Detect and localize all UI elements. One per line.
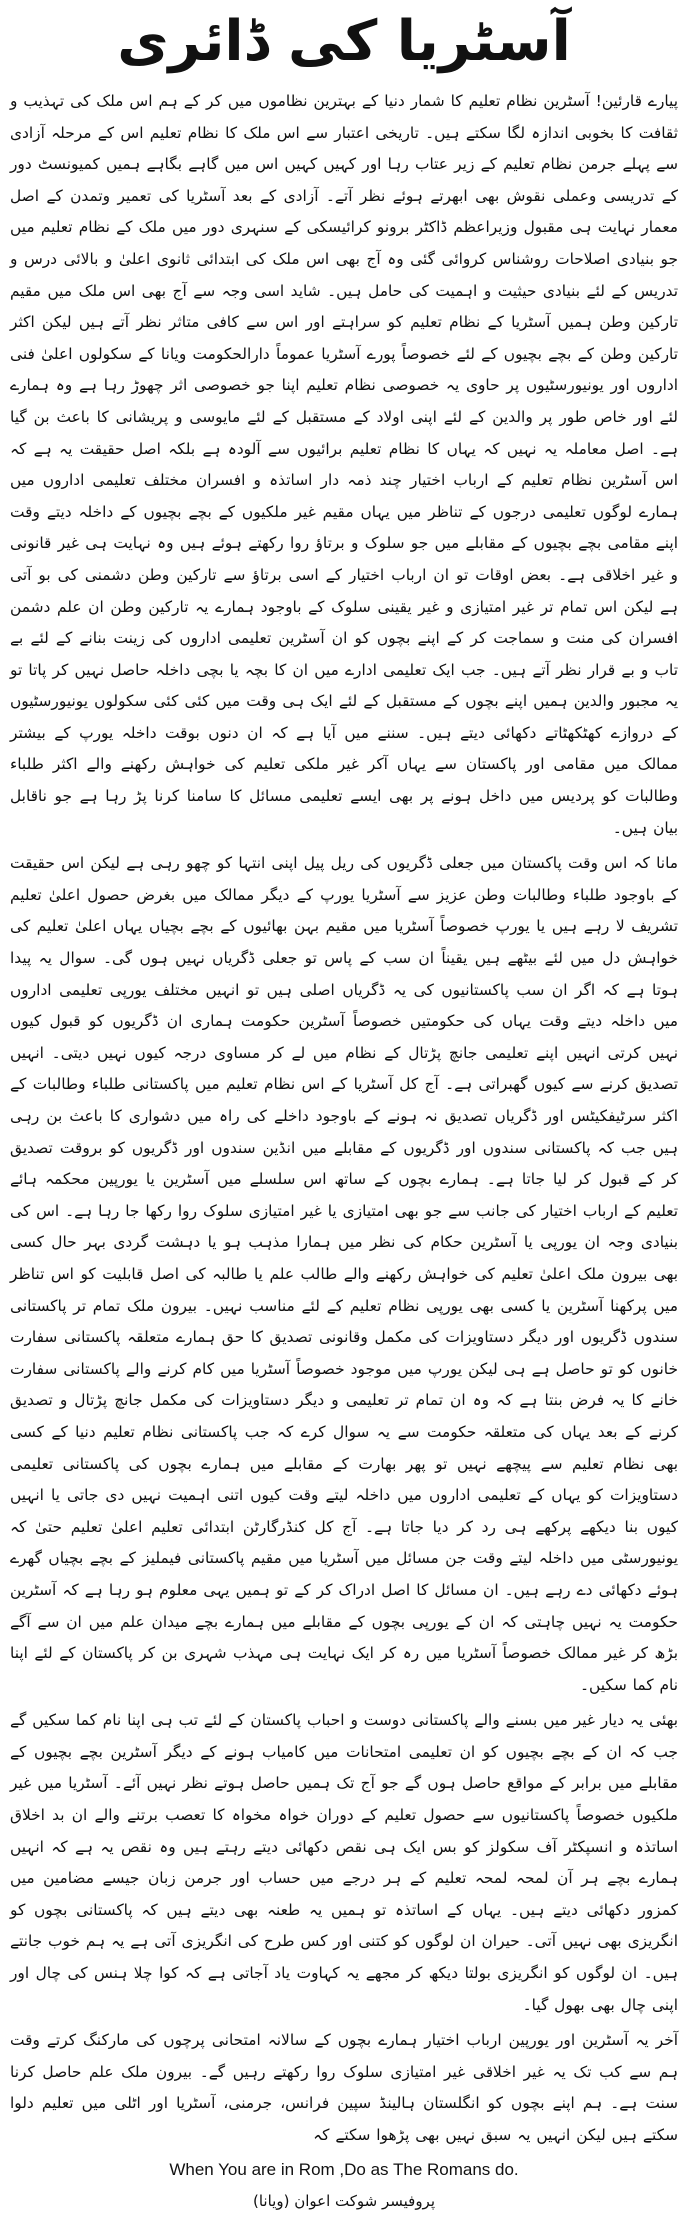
article-paragraph-2: مانا کہ اس وقت پاکستان میں جعلی ڈگریوں کی ریل پیل اپنی انتہا کو چھو رہی ہے لیکن اس حقیقت کے باوجود طلباء وطالبات وطن عزیز سے آسٹریا یورپ کے دیگر ممالک میں بغرض حصول اعلیٰ تعلیم تشریف لا رہے ہیں یا یورپ خصوصاً آسٹریا میں مقیم بہن بھائیوں کے بچے بچیاں یہاں اعلیٰ تعلیم کی خواہش دل میں لئے بیٹھے ہیں یقیناً ان سب کے پاس تو جعلی ڈگریاں نہیں ہوں گی۔ سوال یہ پیدا ہوتا ہے کہ اگر ان سب پاکستانیوں کی یہ ڈگریاں اصلی ہیں تو انہیں مختلف یورپی تعلیمی اداروں میں داخلہ دیتے وقت یہاں کی حکومتیں خصوصاً آسٹرین حکومت ہماری ان ڈگریوں کو قبول کیوں نہیں کرتی انہیں اپنے تعلیمی جانچ پڑتال کے نظام میں لے کر مساوی درجہ کیوں نہیں دیتی۔ انہیں تصدیق کرنے سے کیوں گھبراتی ہے۔ آج کل آسٹریا کے اس نظام تعلیم میں پاکستانی طلباء وطالبات کے اکثر سرٹیفکیٹس اور ڈگریاں تصدیق نہ ہونے کے باوجود داخلے کی راہ میں دشواری کا باعث بن رہی ہیں جب کہ پاکستانی سندوں اور ڈگریوں کے مقابلے میں انڈین سندوں اور ڈگریوں کو بروقت تصدیق کر کے قبول کر لیا جاتا ہے۔ ہمارے بچوں کے ساتھ اس سلسلے میں آسٹرین یا یورپین محکمہ ہائے تعلیم کے ارباب اختیار کی جانب سے جو بھی امتیازی یا غیر امتیازی سلوک روا رکھا جا رہا ہے۔ اس کی بنیادی وجہ ان یورپی یا آسٹرین حکام کی نظر میں ہمارا مذہب ہو یا دہشت گردی بہر حال کسی بھی بیرون ملک اعلیٰ تعلیم کی خواہش رکھنے والے طالب علم یا طالبہ کی اصل قابلیت کو اس تناظر میں پرکھنا آسٹرین یا کسی بھی یورپی نظام تعلیم کے لئے مناسب نہیں۔ بیرون ملک تمام تر پاکستانی سندوں ڈگریوں اور دیگر دستاویزات کی مکمل وقانونی تصدیق کا حق ہمارے متعلقہ پاکستانی سفارت خانوں کو تو حاصل ہے ہی لیکن یورپ میں موجود خصوصاً آسٹریا میں کام کرنے والے پاکستانی سفارت خانے کا یہ فرض بنتا ہے کہ وہ ان تمام تر تعلیمی و دیگر دستاویزات کی مکمل جانچ پڑتال و تصدیق کرنے کے بعد یہاں کی متعلقہ حکومت سے یہ سوال کرے کہ جب پاکستانی نظام تعلیم دنیا کے کسی بھی نظام تعلیم سے پیچھے نہیں تو پھر بھارت کے مقابلے میں ہمارے بچوں کی پاکستانی تعلیمی دستاویزات کو یہاں کے تعلیمی اداروں میں داخلہ لیتے وقت کیوں اتنی اہمیت نہیں دی جاتی یا انہیں کیوں بنا دیکھے پرکھے ہی رد کر دیا جاتا ہے۔ آج کل کنڈرگارٹن ابتدائی تعلیم اعلیٰ تعلیم حتیٰ کہ یونیورسٹی میں داخلہ لیتے وقت جن مسائل میں آسٹریا میں مقیم پاکستانی فیملیز کے بچے بچیاں گھرے ہوئے دکھائی دے رہے ہیں۔ ان مسائل کا اصل ادراک کر کے تو ہمیں یہی معلوم ہو رہا ہے کہ آسٹرین حکومت یہ نہیں چاہتی کہ ان کے یورپی بچوں کے مقابلے میں ہمارے بچے میدان علم میں ان سے آگے بڑھ کر غیر ممالک خصوصاً آسٹریا میں رہ کر ایک نہایت ہی مہذب شہری بن کر پاکستان کے لئے اپنا نام کما سکیں۔ <box>10 854 678 1694</box>
article-paragraph-3: بھئی یہ دیار غیر میں بسنے والے پاکستانی دوست و احباب پاکستان کے لئے تب ہی اپنا نام کما سکیں گے جب کہ ان کے بچے بچیوں کو ان تعلیمی امتحانات میں کامیاب ہونے کے دیگر آسٹرین بچے بچیوں کے مقابلے میں برابر کے مواقع حاصل ہوں گے جو آج تک ہمیں حاصل ہوتے نظر نہیں آئے۔ آسٹریا میں غیر ملکیوں خصوصاً پاکستانیوں سے حصول تعلیم کے دوران خواہ مخواہ کا تعصب برتنے والے ان بد اخلاق اساتذہ و انسپکٹر آف سکولز کو بس ایک ہی نقص دکھائی دیتے رہتے ہیں وہ نقص یہ ہے کہ انہیں ہمارے بچے ہر آن لمحہ لمحہ تعلیم کے ہر درجے میں حساب اور جرمن زبان جیسے مضامین میں کمزور دکھائی دیتے ہیں۔ یہاں کے اساتذہ تو ہمیں یہ طعنہ بھی دیتے ہیں کہ پاکستانی بچوں کو انگریزی بھی نہیں آتی۔ حیران ان لوگوں کو کتنی اور کس طرح کی انگریزی آتی ہے یہ ہم خوب جانتے ہیں۔ ان لوگوں کو انگریزی بولتا دیکھ کر مجھے یہ کہاوت یاد آجاتی ہے کہ کوا چلا ہنس کی چال اور اپنی چال بھی بھول گیا۔ <box>10 1711 678 2014</box>
article-paragraph-1: پیارے قارئین! آسٹرین نظام تعلیم کا شمار دنیا کے بہترین نظاموں میں کر کے ہم اس ملک کی تہذیب و ثقافت کا بخوبی اندازہ لگا سکتے ہیں۔ تاریخی اعتبار سے اس ملک کا نظام تعلیم اس کے مرحلہ آزادی سے پہلے جرمن نظام تعلیم کے زیر عتاب رہا اور کہیں کہیں اس میں گاہے بگاہے ہمیں کمیونسٹ دور کے تدریسی وعملی نقوش بھی ابھرتے ہوئے نظر آتے۔ آزادی کے بعد آسٹریا کی تعمیر وتمدن کے اصل معمار نہایت ہی مقبول وزیراعظم ڈاکٹر برونو کرائیسکی کے سنہری دور میں ملک کے نظام تعلیم میں جو بنیادی اصلاحات روشناس کروائی گئی وہ آج بھی اس ملک کی ابتدائی ثانوی اعلیٰ و بالائی درس و تدریس کے لئے بنیادی حیثیت و اہمیت کی حامل ہیں۔ شاید اسی وجہ سے آج بھی اس ملک میں مقیم تارکین وطن ہمیں آسٹریا کے نظام تعلیم کو سراہتے اور اس سے کافی متاثر نظر آتے ہیں لیکن اکثر تارکین وطن کے بچے بچیوں کے لئے خصوصاً پورے آسٹریا عموماً دارالحکومت ویانا کے سکولوں اعلیٰ فنی اداروں اور یونیورسٹیوں پر حاوی یہ خصوصی نظام تعلیم اپنا جو خصوصی اثر چھوڑ رہا ہے وہ ہمارے لئے اور خاص طور پر والدین کے لئے اپنی اولاد کے مستقبل کے لئے مایوسی و پریشانی کا باعث بن گیا ہے۔ اصل معاملہ یہ نہیں کہ یہاں کا نظام تعلیم برائیوں سے آلودہ ہے بلکہ اصل حقیقت یہ ہے کہ اس آسٹرین نظام تعلیم کے ارباب اختیار چند ذمہ دار اساتذہ و افسران مختلف تعلیمی اداروں میں ہمارے لوگوں تعلیمی درجوں کے تناظر میں یہاں مقیم غیر ملکیوں کے بچے بچیوں کے داخلہ دیتے وقت اپنے مقامی بچے بچیوں کے مقابلے میں جو سلوک و برتاؤ روا رکھتے ہوئے ہیں وہ نہایت ہی غیر قانونی و غیر اخلاقی ہے۔ بعض اوقات تو ان ارباب اختیار کے اسی برتاؤ سے تارکین وطن دشمنی کی بو آتی ہے لیکن اس تمام تر غیر امتیازی و غیر یقینی سلوک کے باوجود ہمارے یہ تارکین وطن ان علم دشمن افسران کی منت و سماجت کر کے اپنے بچوں کو ان آسٹرین تعلیمی اداروں کی زینت بنانے کے لئے بے تاب و بے قرار نظر آتے ہیں۔ جب ایک تعلیمی ادارے میں ان کا بچہ یا بچی داخلہ حاصل نہیں کر پاتا تو یہ مجبور والدین ہمیں اپنے بچوں کے مستقبل کے لئے ایک ہی وقت میں کئی کئی سکولوں یونیورسٹیوں کے دروازے کھٹکھٹاتے دکھائی دیتے ہیں۔ سننے میں آیا ہے کہ ان دنوں بوقت داخلہ یورپ کے بیشتر ممالک میں مقامی اور پاکستان سے یہاں آکر غیر ملکی تعلیم کی خواہش رکھنے والے اکثر طلباء وطالبات کو پردیس میں داخل ہونے پر بھی ایسے تعلیمی مسائل کا سامنا کرنا پڑ رہا ہے جو ناقابل بیان ہیں۔ <box>10 92 678 837</box>
article-body <box>10 86 678 2152</box>
closing-proverb: When You are in Rom ,Do as The Romans do. <box>169 2159 519 2179</box>
article-paragraph-4: آخر یہ آسٹرین اور یورپین ارباب اختیار ہمارے بچوں کے سالانہ امتحانی پرچوں کی مارکنگ کرتے وقت ہم سے کب تک یہ غیر اخلاقی غیر امتیازی سلوک روا رکھتے رہیں گے۔ بیرون ملک علم حاصل کرنا سنت ہے۔ ہم اپنے بچوں کو انگلستان ہالینڈ سپین فرانس، جرمنی، آسٹریا اور اٹلی میں تعلیم دلوا سکتے ہیں لیکن انہیں یہ سبق نہیں بھی پڑھوا سکتے کہ <box>10 2031 678 2144</box>
article-title: آسٹریا کی ڈائری <box>117 9 571 74</box>
author-byline: پروفیسر شوکت اعوان (ویانا) <box>252 2191 436 2210</box>
